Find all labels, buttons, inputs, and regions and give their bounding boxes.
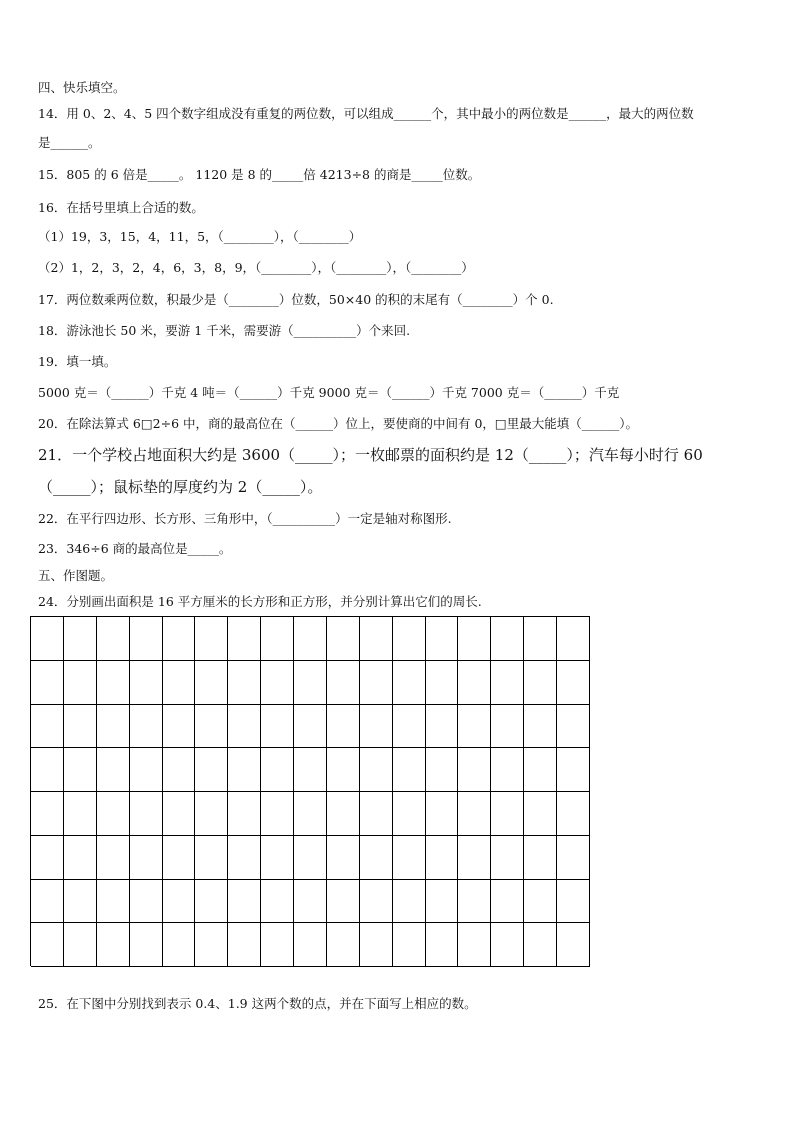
grid-cell[interactable] [228,880,261,924]
grid-cell[interactable] [327,836,360,880]
question-14-line-2: 是______。 [38,135,101,150]
grid-cell[interactable] [130,705,163,749]
grid-cell[interactable] [228,617,261,661]
grid-cell[interactable] [97,705,130,749]
grid-cell[interactable] [163,880,196,924]
grid-cell[interactable] [163,617,196,661]
grid-cell[interactable] [557,880,590,924]
grid-cell[interactable] [491,617,524,661]
grid-cell[interactable] [195,792,228,836]
grid-cell[interactable] [458,617,491,661]
grid-cell[interactable] [458,792,491,836]
grid-cell[interactable] [195,705,228,749]
grid-cell[interactable] [261,923,294,967]
grid-cell[interactable] [64,661,97,705]
question-19-items: 5000 克＝（______）千克 4 吨＝（______）千克 9000 克＝（______）千克 7000 克＝（______）千克 [38,385,620,400]
grid-cell[interactable] [458,661,491,705]
grid-cell[interactable] [31,748,64,792]
grid-cell[interactable] [360,923,393,967]
question-16-part-1: （1）19，3，15，4，11，5，（________），（________） [38,229,362,244]
grid-cell[interactable] [458,880,491,924]
grid-cell[interactable] [360,792,393,836]
grid-cell[interactable] [491,705,524,749]
grid-cell[interactable] [130,617,163,661]
grid-cell[interactable] [426,748,459,792]
grid-cell[interactable] [491,748,524,792]
grid-cell[interactable] [130,923,163,967]
grid-cell[interactable] [228,836,261,880]
grid-cell[interactable] [327,661,360,705]
grid-cell[interactable] [393,617,426,661]
grid-cell[interactable] [294,705,327,749]
grid-cell[interactable] [557,748,590,792]
question-15: 15．805 的 6 倍是_____。 1120 是 8 的_____倍 4213÷8 的商是_____位数。 [38,167,481,182]
question-21-line-2: （_____）；鼠标垫的厚度约为 2（_____）。 [38,478,323,496]
grid-cell[interactable] [327,617,360,661]
grid-cell[interactable] [426,617,459,661]
grid-cell[interactable] [294,661,327,705]
grid-cell[interactable] [491,792,524,836]
grid-cell[interactable] [393,705,426,749]
grid-cell[interactable] [163,748,196,792]
grid-cell[interactable] [393,923,426,967]
grid-cell[interactable] [524,617,557,661]
grid-cell[interactable] [31,617,64,661]
grid-cell[interactable] [360,617,393,661]
grid-row [31,661,590,705]
grid-cell[interactable] [458,748,491,792]
grid-cell[interactable] [163,705,196,749]
grid-cell[interactable] [491,880,524,924]
grid-cell[interactable] [393,880,426,924]
question-19: 19．填一填。 [38,354,117,369]
grid-cell[interactable] [64,836,97,880]
grid-cell[interactable] [261,705,294,749]
grid-cell[interactable] [393,836,426,880]
grid-row [31,748,590,792]
grid-cell[interactable] [97,661,130,705]
grid-cell[interactable] [130,748,163,792]
grid-cell[interactable] [426,836,459,880]
grid-cell[interactable] [491,923,524,967]
grid-row [31,880,590,924]
grid-cell[interactable] [360,748,393,792]
grid-row [31,792,590,836]
grid-cell[interactable] [130,792,163,836]
grid-cell[interactable] [360,661,393,705]
grid-cell[interactable] [327,880,360,924]
grid-cell[interactable] [294,748,327,792]
grid-cell[interactable] [97,836,130,880]
grid-cell[interactable] [524,836,557,880]
grid-cell[interactable] [31,880,64,924]
grid-cell[interactable] [393,792,426,836]
grid-row [31,617,590,661]
grid-cell[interactable] [524,923,557,967]
grid-cell[interactable] [195,880,228,924]
grid-cell[interactable] [97,792,130,836]
grid-cell[interactable] [458,836,491,880]
grid-cell[interactable] [294,923,327,967]
question-14-line-1: 14．用 0、2、4、5 四个数字组成没有重复的两位数，可以组成______个，其中最小的两位数是______，最大的两位数 [38,106,694,121]
grid-cell[interactable] [195,923,228,967]
grid-cell[interactable] [491,661,524,705]
question-17: 17．两位数乘两位数，积最少是（________）位数，50×40 的积的末尾有（________）个 0. [38,292,554,307]
grid-cell[interactable] [195,748,228,792]
grid-cell[interactable] [524,792,557,836]
grid-cell[interactable] [261,617,294,661]
grid-cell[interactable] [557,836,590,880]
grid-cell[interactable] [163,836,196,880]
grid-cell[interactable] [557,705,590,749]
question-24: 24．分别画出面积是 16 平方厘米的长方形和正方形，并分别计算出它们的周长. [38,594,482,609]
grid-cell[interactable] [294,792,327,836]
grid-cell[interactable] [97,923,130,967]
grid-row [31,923,590,967]
grid-cell[interactable] [64,923,97,967]
grid-cell[interactable] [228,923,261,967]
grid-cell[interactable] [195,836,228,880]
grid-cell[interactable] [524,705,557,749]
grid-cell[interactable] [130,880,163,924]
grid-cell[interactable] [458,705,491,749]
grid-cell[interactable] [426,923,459,967]
grid-row [31,705,590,749]
grid-cell[interactable] [64,792,97,836]
grid-cell[interactable] [31,705,64,749]
grid-row [31,836,590,880]
grid-cell[interactable] [31,661,64,705]
grid-cell[interactable] [557,617,590,661]
grid-cell[interactable] [228,792,261,836]
drawing-grid[interactable] [30,616,590,966]
grid-cell[interactable] [163,661,196,705]
question-20: 20．在除法算式 6□2÷6 中，商的最高位在（______）位上，要使商的中间有 0，□里最大能填（______）。 [38,416,638,431]
grid-cell[interactable] [360,880,393,924]
question-16-part-2: （2）1，2，3，2，4，6，3，8，9，（________），（________），（________） [38,260,474,275]
question-18: 18．游泳池长 50 米，要游 1 千米，需要游（__________）个来回. [38,323,411,338]
question-21-line-1: 21．一个学校占地面积大约是 3600（_____）；一枚邮票的面积约是 12（_____）；汽车每小时行 60 [38,446,703,464]
grid-cell[interactable] [64,880,97,924]
question-23: 23．346÷6 商的最高位是_____。 [38,541,232,556]
grid-cell[interactable] [228,661,261,705]
question-22: 22．在平行四边形、长方形、三角形中，（__________）一定是轴对称图形. [38,511,452,526]
grid-cell[interactable] [360,705,393,749]
section-four-title: 四、快乐填空。 [38,80,126,95]
grid-cell[interactable] [97,617,130,661]
grid-cell[interactable] [426,880,459,924]
grid-cell[interactable] [557,923,590,967]
question-25: 25．在下图中分别找到表示 0.4、1.9 这两个数的点，并在下面写上相应的数。 [38,996,477,1011]
grid-cell[interactable] [294,880,327,924]
grid-cell[interactable] [261,836,294,880]
grid-cell[interactable] [261,792,294,836]
grid-cell[interactable] [524,748,557,792]
grid-cell[interactable] [360,836,393,880]
grid-cell[interactable] [195,661,228,705]
grid-cell[interactable] [163,792,196,836]
grid-cell[interactable] [327,923,360,967]
grid-cell[interactable] [491,836,524,880]
grid-cell[interactable] [64,617,97,661]
grid-cell[interactable] [97,748,130,792]
grid-cell[interactable] [524,661,557,705]
grid-cell[interactable] [557,792,590,836]
grid-cell[interactable] [426,661,459,705]
grid-cell[interactable] [261,748,294,792]
grid-cell[interactable] [31,792,64,836]
grid-cell[interactable] [228,748,261,792]
question-16: 16．在括号里填上合适的数。 [38,200,204,215]
grid-cell[interactable] [393,661,426,705]
grid-cell[interactable] [130,661,163,705]
grid-cell[interactable] [195,617,228,661]
grid-cell[interactable] [294,836,327,880]
grid-cell[interactable] [163,923,196,967]
grid-cell[interactable] [327,705,360,749]
grid-cell[interactable] [64,705,97,749]
grid-cell[interactable] [426,792,459,836]
grid-cell[interactable] [327,748,360,792]
grid-cell[interactable] [64,748,97,792]
grid-cell[interactable] [426,705,459,749]
grid-cell[interactable] [261,880,294,924]
grid-cell[interactable] [228,705,261,749]
grid-cell[interactable] [557,661,590,705]
section-five-title: 五、作图题。 [38,568,114,583]
grid-cell[interactable] [393,748,426,792]
grid-cell[interactable] [294,617,327,661]
grid-cell[interactable] [31,923,64,967]
grid-cell[interactable] [97,880,130,924]
grid-cell[interactable] [458,923,491,967]
grid-cell[interactable] [31,836,64,880]
grid-cell[interactable] [261,661,294,705]
grid-cell[interactable] [524,880,557,924]
grid-cell[interactable] [130,836,163,880]
grid-cell[interactable] [327,792,360,836]
